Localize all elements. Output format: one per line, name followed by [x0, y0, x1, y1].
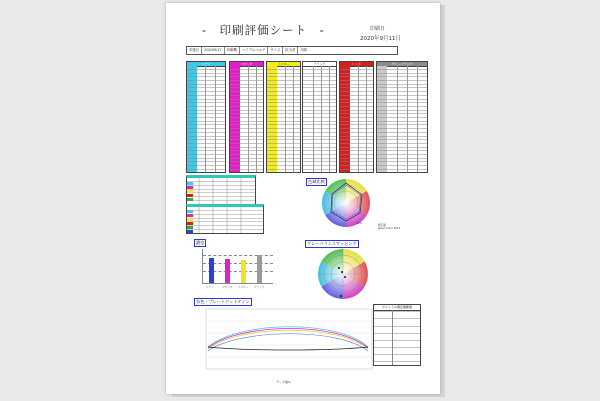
density-bar-magenta	[225, 259, 230, 283]
gray-balance-mapping-label: グレーバランスマッピング	[307, 241, 357, 246]
info-cell: ハイデルベルグ	[240, 47, 269, 54]
page-title: - 印刷評価シート -	[202, 23, 325, 37]
color-comparison-label: 色域比較	[308, 179, 325, 184]
info-cell: 実施日	[187, 47, 202, 54]
legend-measured: 測定値	[378, 224, 386, 227]
cyan-column	[186, 61, 226, 173]
per-color-dotgain-label: 各色・プレートドットゲイン	[196, 299, 250, 304]
legend-reference: Japan Color 2011	[378, 227, 401, 230]
red-column	[339, 61, 374, 173]
column-rows	[267, 66, 300, 172]
column-header: シアン	[187, 62, 225, 67]
color-summary-table-1	[186, 175, 256, 205]
info-bar	[186, 46, 398, 55]
info-cell: 印刷機	[225, 47, 240, 54]
info-cell: 2020/9/17	[202, 47, 224, 54]
range-table-header: ポイントの測定値範囲	[374, 305, 420, 311]
info-cell: サイズ	[268, 47, 283, 54]
column-header: ブラック	[303, 62, 336, 67]
column-header: レッド	[340, 62, 373, 67]
column-rows	[377, 66, 427, 172]
print-date-value: 2020年9月11日	[360, 36, 401, 42]
measurement-range-table	[373, 304, 421, 366]
gray-balance-column	[376, 61, 428, 173]
yellow-column	[266, 61, 301, 173]
dot-gain-chart	[198, 307, 374, 379]
column-header: グレーバランス	[377, 62, 427, 67]
column-rows	[230, 66, 263, 172]
density-label: 濃度	[196, 240, 205, 245]
column-rows	[340, 66, 373, 172]
color-gamut-wheel	[316, 177, 376, 229]
column-rows	[187, 66, 225, 172]
info-cell: 担当者	[283, 47, 298, 54]
print-date-label: 印刷日	[370, 26, 386, 32]
category-label: イエロー	[238, 286, 249, 289]
density-bar-cyan	[209, 258, 214, 283]
category-label: シアン	[206, 286, 214, 289]
black-column	[302, 61, 337, 173]
density-bar-black	[257, 255, 262, 283]
category-label: ブラック	[254, 286, 265, 289]
color-summary-table-2	[186, 204, 264, 234]
radar-legend	[378, 223, 400, 230]
column-header: マゼンタ	[230, 62, 263, 67]
gray-balance-wheel	[313, 247, 373, 301]
dot-gain-xlabel: データ値%	[276, 380, 291, 384]
density-bar-chart	[202, 249, 273, 284]
magenta-column	[229, 61, 264, 173]
column-rows	[303, 66, 336, 172]
print-evaluation-sheet	[166, 3, 440, 394]
category-label: マゼンタ	[222, 286, 233, 289]
density-bar-yellow	[241, 260, 246, 283]
column-header: イエロー	[267, 62, 300, 67]
info-cell: 用紙	[300, 48, 308, 52]
